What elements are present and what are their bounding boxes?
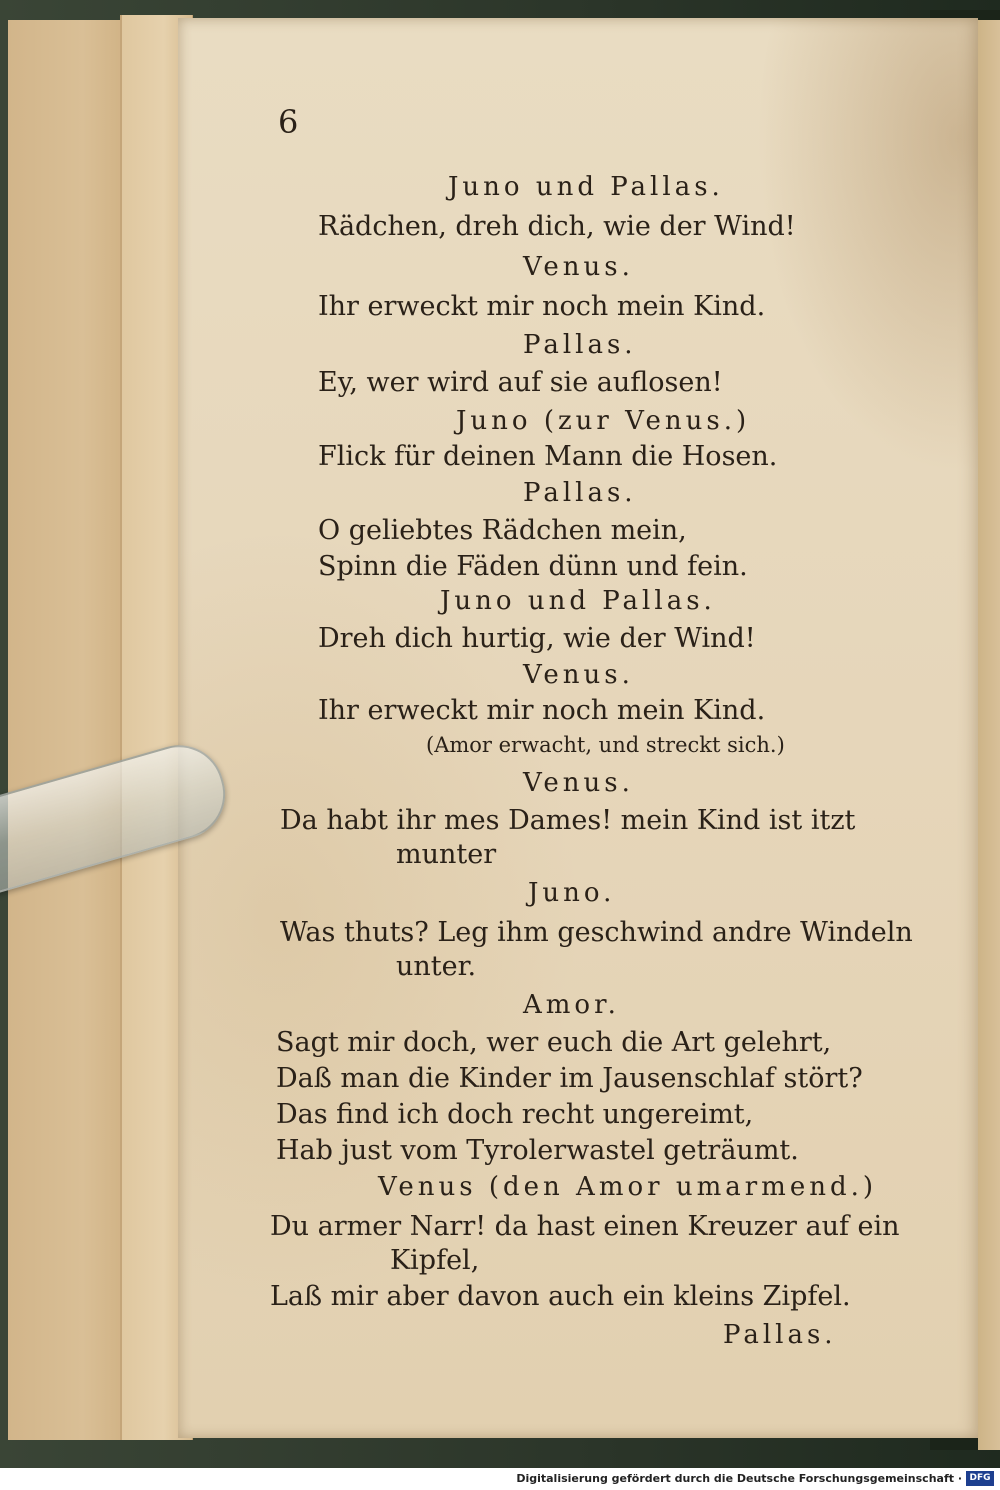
verse-line: Spinn die Fäden dünn und fein. bbox=[318, 551, 748, 582]
speaker-line: Juno (zur Venus.) bbox=[456, 406, 751, 436]
book-page bbox=[178, 18, 978, 1438]
verse-line: Daß man die Kinder im Jausenschlaf stört? bbox=[276, 1063, 863, 1094]
digitization-credit: Digitalisierung gefördert durch die Deutsche Forschungsgemeinschaft · bbox=[516, 1472, 962, 1485]
speaker-line: Venus. bbox=[523, 660, 634, 690]
verse-line: Hab just vom Tyrolerwastel geträumt. bbox=[276, 1135, 799, 1166]
speaker-line: Venus (den Amor umarmend.) bbox=[378, 1172, 878, 1202]
verse-line: Laß mir aber davon auch ein kleins Zipfel. bbox=[270, 1281, 851, 1312]
verse-continuation: unter. bbox=[396, 951, 477, 982]
verse-line: Dreh dich hurtig, wie der Wind! bbox=[318, 623, 756, 654]
stage-direction: (Amor erwacht, und streckt sich.) bbox=[426, 733, 785, 757]
speaker-line: Juno. bbox=[528, 878, 616, 908]
verse-line: Ihr erweckt mir noch mein Kind. bbox=[318, 291, 766, 322]
verse-line: Ihr erweckt mir noch mein Kind. bbox=[318, 695, 766, 726]
verse-continuation: Kipfel, bbox=[390, 1245, 480, 1276]
verse-line: Du armer Narr! da hast einen Kreuzer auf ein bbox=[270, 1211, 900, 1242]
verse-line: Da habt ihr mes Dames! mein Kind ist itzt bbox=[280, 805, 856, 836]
verse-line: Ey, wer wird auf sie auflosen! bbox=[318, 367, 723, 398]
speaker-line: Amor. bbox=[523, 990, 620, 1020]
speaker-line: Venus. bbox=[523, 252, 634, 282]
verse-line: Das find ich doch recht ungereimt, bbox=[276, 1099, 754, 1130]
speaker-line: Juno und Pallas. bbox=[448, 172, 724, 202]
dfg-logo-icon: DFG bbox=[966, 1471, 994, 1486]
catchword: Pallas. bbox=[723, 1320, 837, 1350]
next-page-edge bbox=[978, 20, 1000, 1450]
speaker-line: Venus. bbox=[523, 768, 634, 798]
speaker-line: Juno und Pallas. bbox=[440, 586, 716, 616]
verse-line: Flick für deinen Mann die Hosen. bbox=[318, 441, 778, 472]
page-number: 6 bbox=[278, 103, 299, 141]
verse-line: Sagt mir doch, wer euch die Art gelehrt, bbox=[276, 1027, 832, 1058]
verse-line: O geliebtes Rädchen mein, bbox=[318, 515, 687, 546]
verse-line: Was thuts? Leg ihm geschwind andre Windeln bbox=[280, 917, 913, 948]
speaker-line: Pallas. bbox=[523, 330, 637, 360]
verse-continuation: munter bbox=[396, 839, 497, 870]
speaker-line: Pallas. bbox=[523, 478, 637, 508]
verse-line: Rädchen, dreh dich, wie der Wind! bbox=[318, 211, 796, 242]
